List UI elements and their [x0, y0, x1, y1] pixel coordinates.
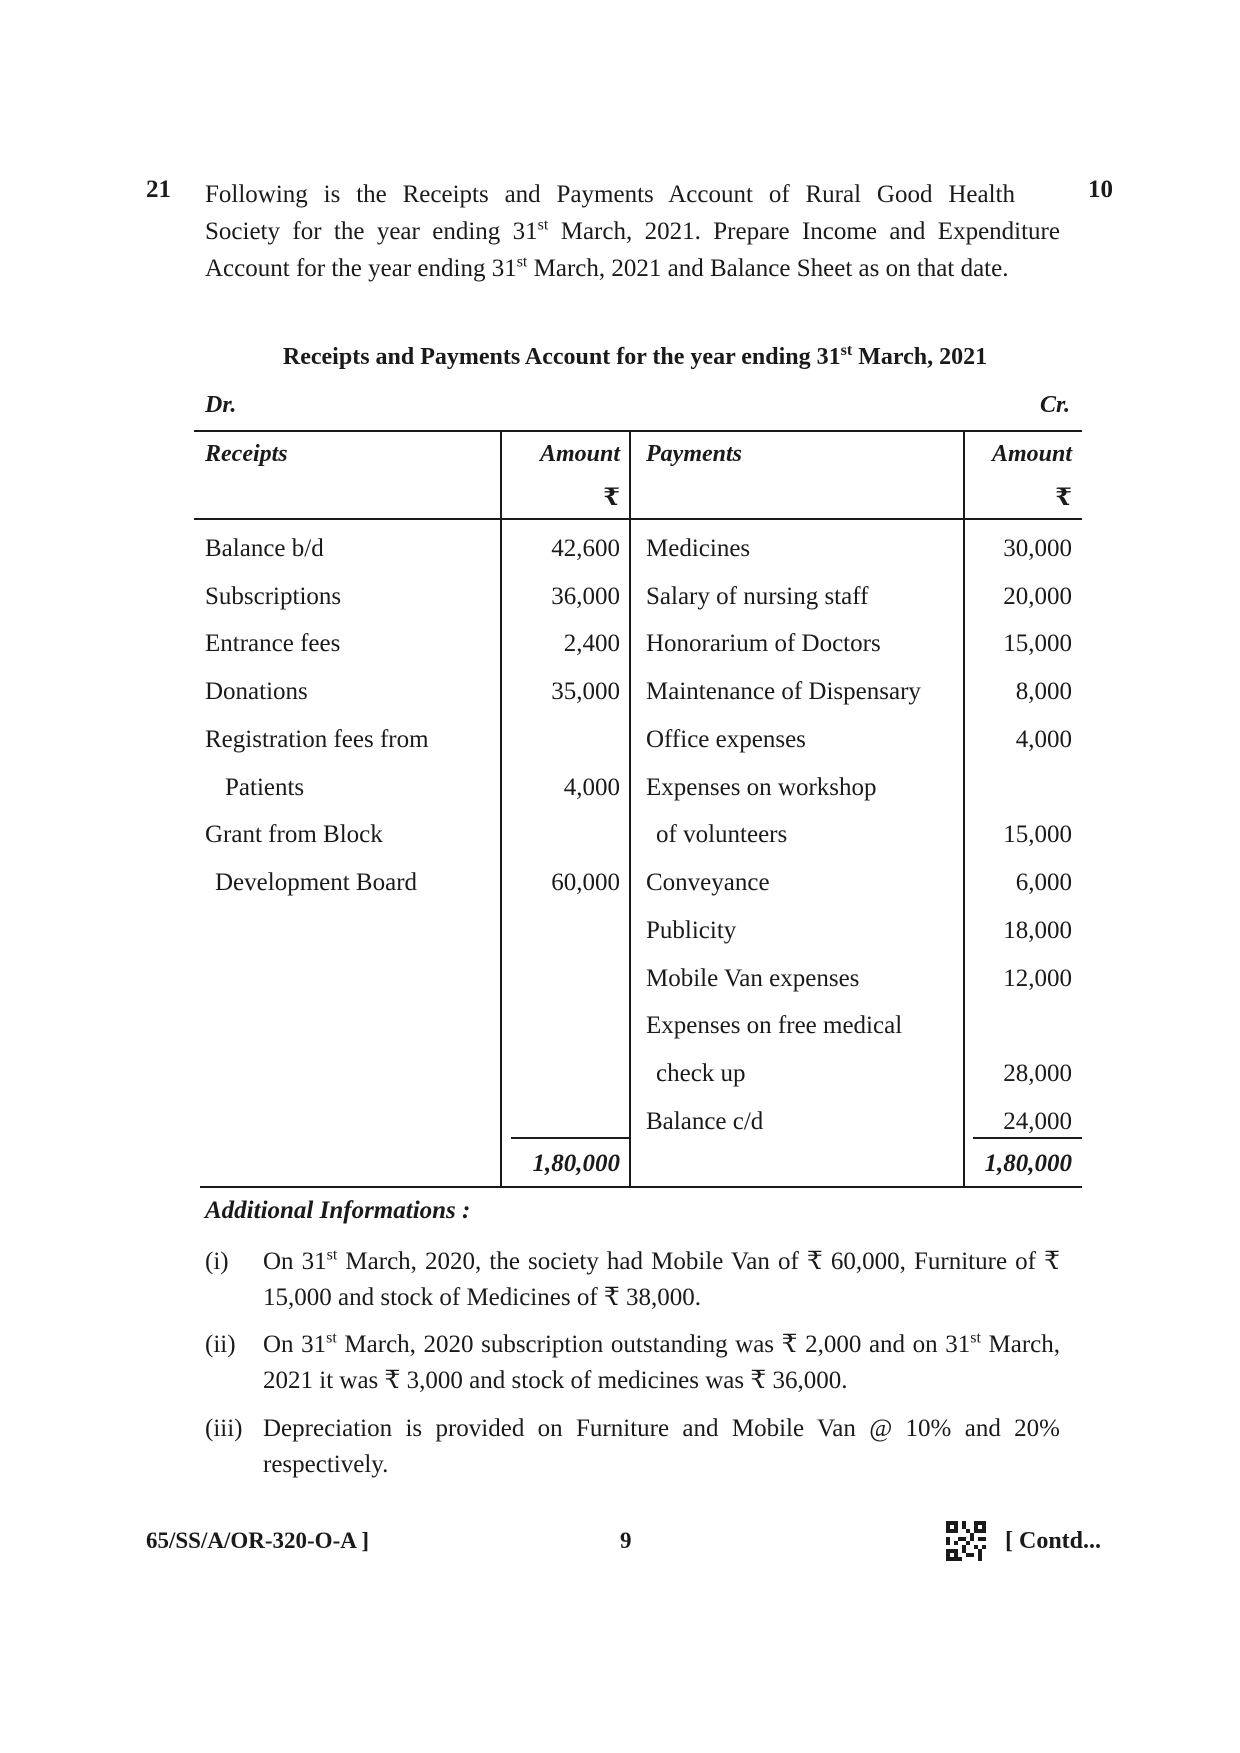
payment-label: Publicity — [646, 917, 737, 944]
payment-label: of volunteers — [656, 821, 788, 848]
receipt-label: Registration fees from — [205, 726, 429, 753]
credit-label: Cr. — [1040, 392, 1071, 418]
debit-label: Dr. — [205, 392, 237, 418]
question-marks: 10 — [1088, 176, 1113, 203]
question-line-2: Society for the year ending 31st March, 2021. Prepare Income and Expenditure — [205, 216, 1060, 245]
payment-amount: 20,000 — [1003, 583, 1072, 610]
payment-amount: 30,000 — [1003, 535, 1072, 562]
table-bottom-rule — [200, 1186, 1082, 1188]
note-number: (i) — [205, 1248, 229, 1275]
note-number: (ii) — [205, 1331, 236, 1358]
additional-info-heading: Additional Informations : — [205, 1197, 471, 1224]
table-header-rule — [194, 518, 1082, 520]
table-top-rule — [194, 430, 1082, 432]
table-title: Receipts and Payments Account for the year ending 31st March, 2021 — [282, 342, 988, 370]
receipt-amount: 36,000 — [551, 583, 620, 610]
receipts-total: 1,80,000 — [532, 1150, 620, 1177]
question-line-1: Following is the Receipts and Payments Account of Rural Good Health — [205, 181, 1015, 208]
payment-amount: 15,000 — [1003, 821, 1072, 848]
receipt-label: Subscriptions — [205, 583, 342, 610]
receipt-label: Grant from Block — [205, 821, 383, 848]
total-rule-left — [511, 1137, 629, 1139]
note-text: Depreciation is provided on Furniture and Mobile Van @ 10% and 20% respectively. — [263, 1415, 1060, 1478]
receipt-label: Development Board — [215, 869, 418, 896]
total-rule-right — [973, 1137, 1082, 1139]
receipt-label: Patients — [225, 774, 305, 801]
receipt-amount: 60,000 — [551, 869, 620, 896]
receipt-amount: 4,000 — [563, 774, 620, 801]
receipt-amount: 2,400 — [563, 630, 620, 657]
question-text — [205, 176, 1060, 287]
receipt-amount: 35,000 — [551, 678, 620, 705]
payments-total: 1,80,000 — [984, 1150, 1072, 1177]
payment-amount: 6,000 — [1015, 869, 1072, 896]
receipt-label: Balance b/d — [205, 535, 324, 562]
header-payments: Payments — [646, 441, 742, 467]
payment-amount: 8,000 — [1015, 678, 1072, 705]
page-number: 9 — [620, 1528, 632, 1553]
paper-code: 65/SS/A/OR-320-O-A ] — [146, 1528, 369, 1553]
receipt-label: Entrance fees — [205, 630, 341, 657]
payment-amount: 24,000 — [1003, 1108, 1072, 1135]
payment-label: Office expenses — [646, 726, 806, 753]
continued-marker: [ Contd... — [1005, 1528, 1102, 1554]
header-rupee-left: ₹ — [603, 485, 620, 511]
payment-label: Mobile Van expenses — [646, 965, 860, 992]
question-number: 21 — [146, 176, 171, 203]
table-col-divider-2 — [629, 430, 631, 1188]
receipts-payments-table — [194, 430, 1082, 1188]
table-col-divider-3 — [963, 430, 965, 1188]
header-amount-right: Amount — [991, 441, 1072, 467]
payment-amount: 12,000 — [1003, 965, 1072, 992]
note-item — [205, 1244, 1060, 1318]
note-item — [205, 1327, 1060, 1401]
payment-amount: 18,000 — [1003, 917, 1072, 944]
payment-amount: 4,000 — [1015, 726, 1072, 753]
note-text: On 31st March, 2020, the society had Mobile Van of ₹ 60,000, Furniture of ₹ 15,000 and stock of Medicines of ₹ 38,000. — [263, 1246, 1060, 1311]
header-amount-left: Amount — [539, 441, 620, 467]
receipt-amount: 42,600 — [551, 535, 620, 562]
payment-label: Maintenance of Dispensary — [646, 678, 921, 705]
payment-label: Balance c/d — [646, 1108, 764, 1135]
receipt-label: Donations — [205, 678, 308, 705]
payment-label: check up — [656, 1060, 746, 1087]
payment-amount: 15,000 — [1003, 630, 1072, 657]
payment-label: Honorarium of Doctors — [646, 630, 881, 657]
payment-label: Salary of nursing staff — [646, 583, 869, 610]
header-rupee-right: ₹ — [1055, 485, 1072, 511]
header-receipts: Receipts — [205, 441, 288, 467]
table-col-divider-1 — [500, 430, 502, 1188]
payment-label: Expenses on workshop — [646, 774, 877, 801]
payment-label: Expenses on free medical — [646, 1012, 903, 1039]
note-number: (iii) — [205, 1415, 243, 1442]
payment-label: Conveyance — [646, 869, 770, 896]
note-text: On 31st March, 2020 subscription outstanding was ₹ 2,000 and on 31st March, 2021 it was ₹ 3,000 and stock of medicines was ₹ 36,000. — [263, 1329, 1060, 1394]
qr-code-icon — [946, 1521, 986, 1561]
payment-label: Medicines — [646, 535, 751, 562]
payment-amount: 28,000 — [1003, 1060, 1072, 1087]
note-item — [205, 1411, 1060, 1485]
question-line-4: date. — [960, 255, 1009, 282]
question-line-3: Account for the year ending 31st March, 2021 and Balance Sheet as on that — [205, 253, 955, 282]
